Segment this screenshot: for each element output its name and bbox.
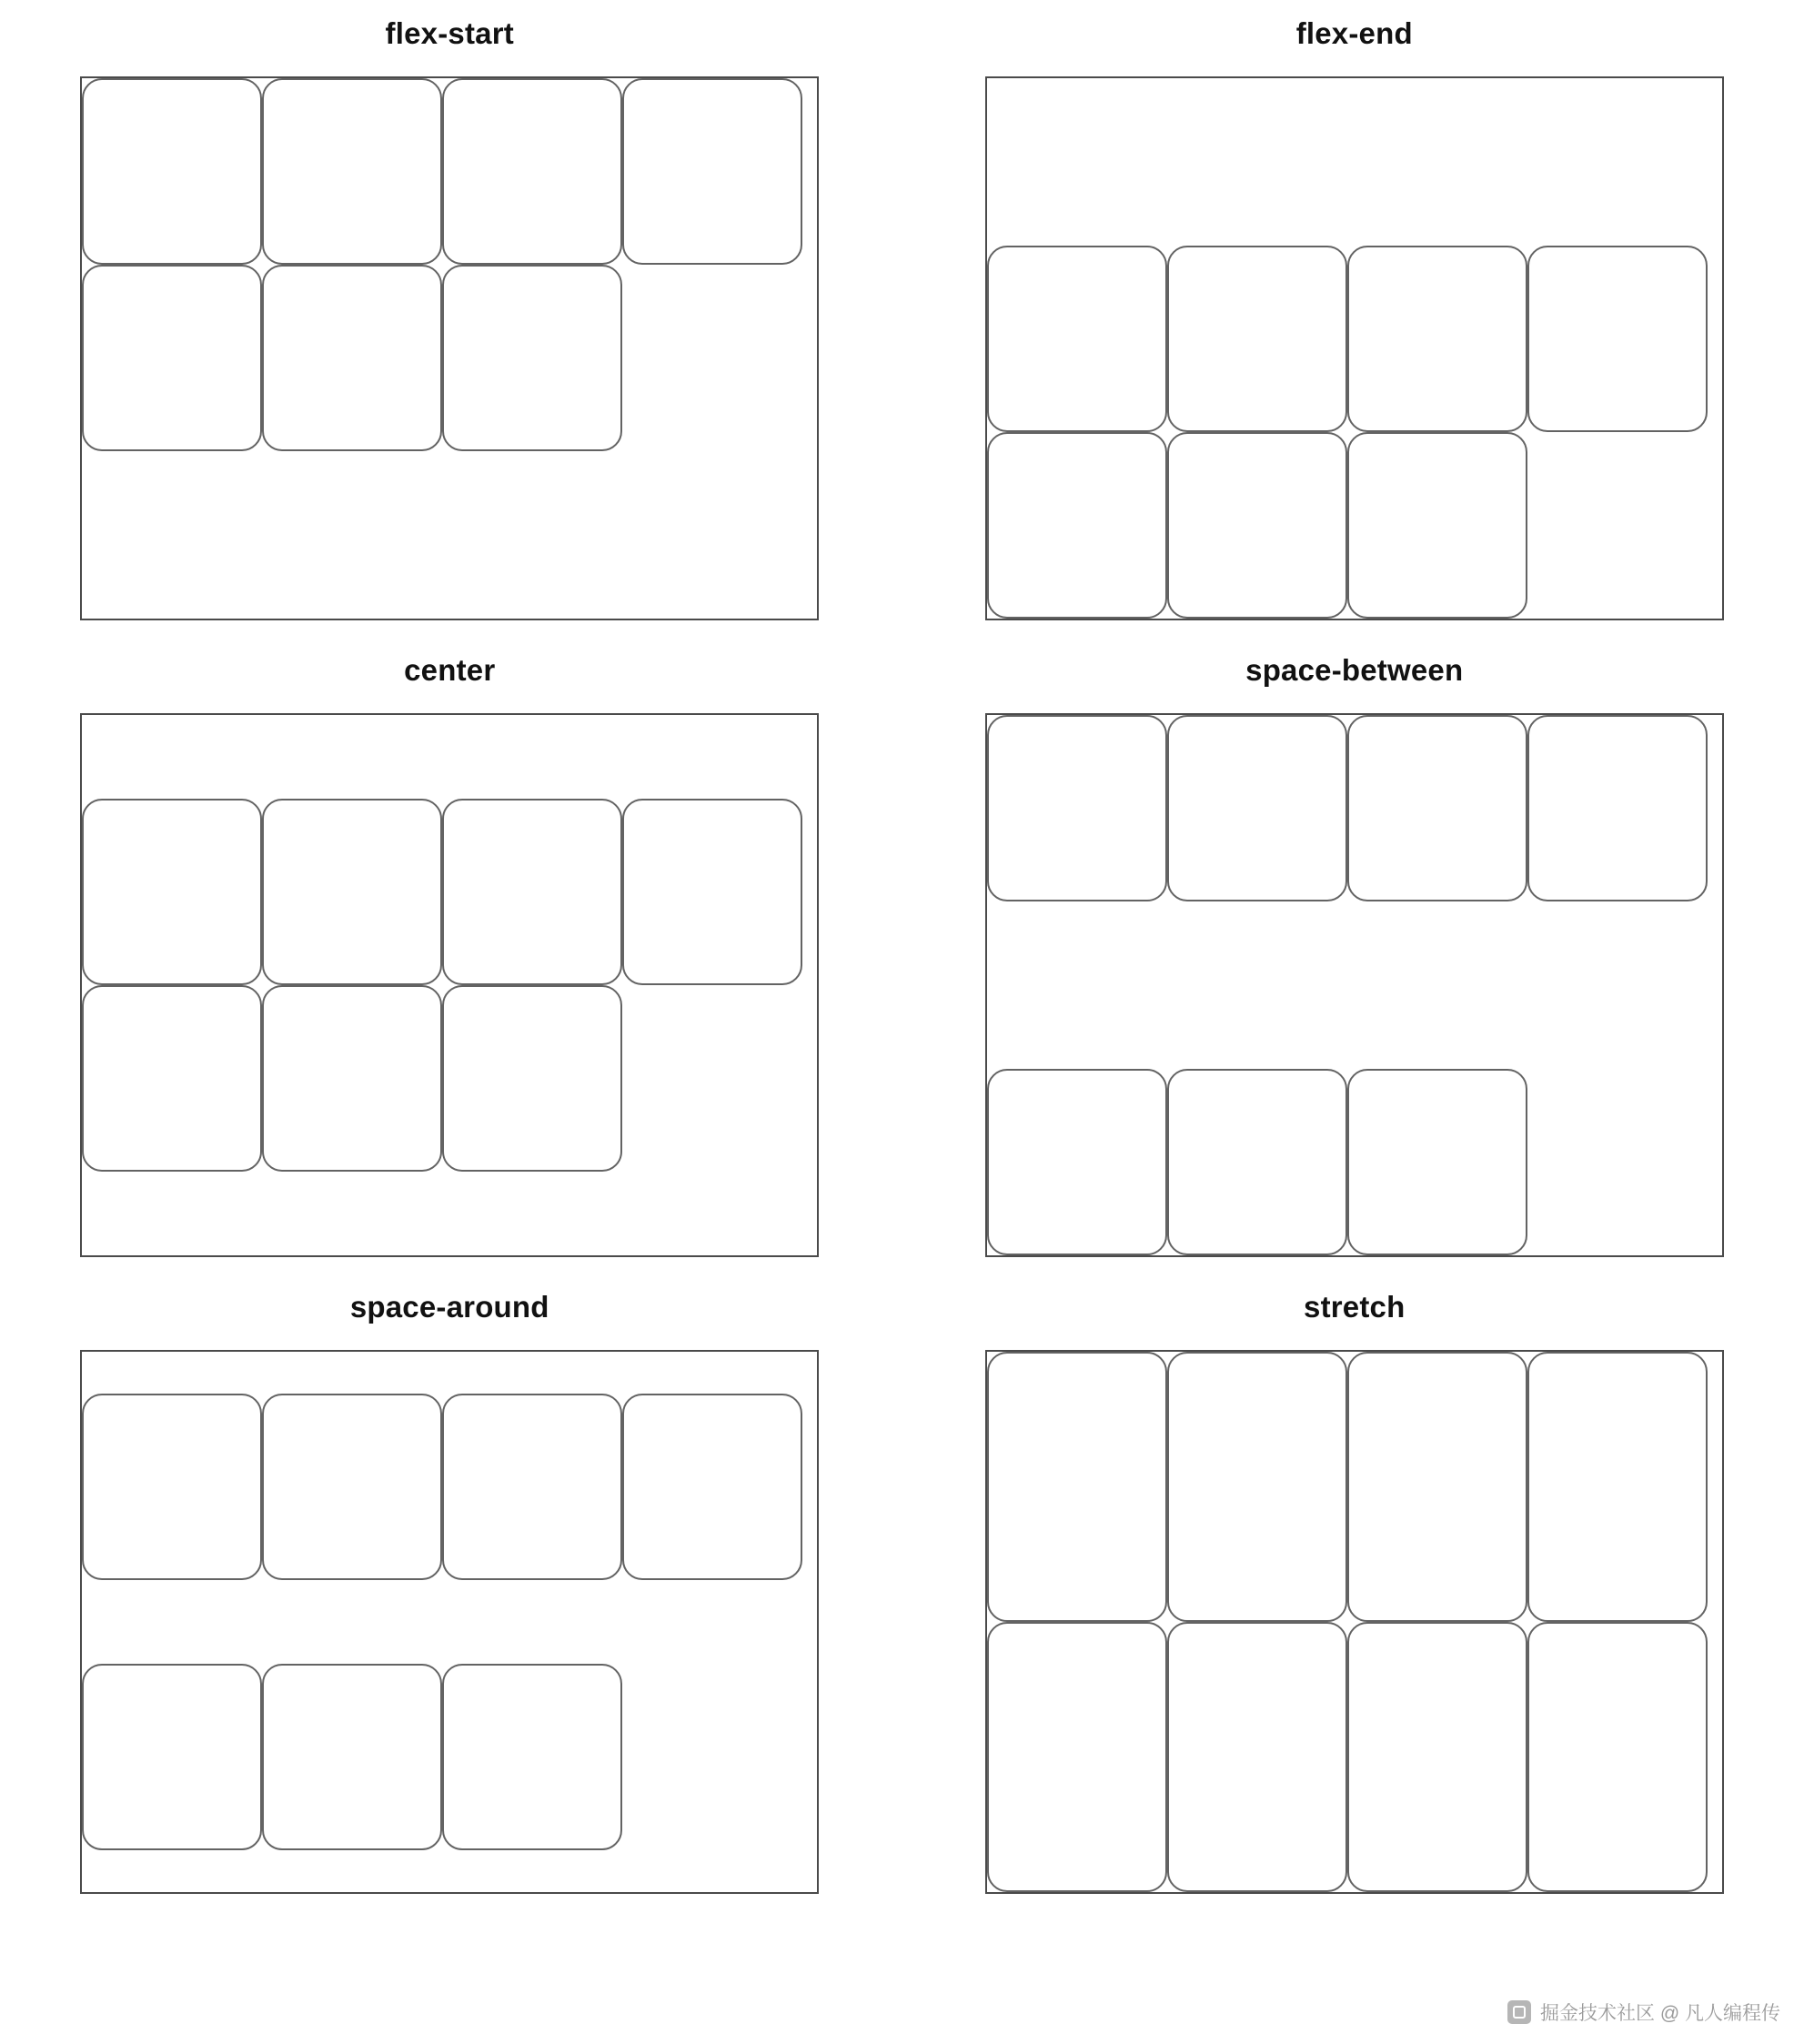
flex-container-flex-end <box>985 76 1724 620</box>
flex-item <box>442 985 622 1172</box>
flex-item <box>1527 1622 1708 1892</box>
flex-item <box>622 1394 802 1580</box>
flex-item <box>82 1394 262 1580</box>
flex-item <box>262 1664 442 1850</box>
flex-item <box>442 1394 622 1580</box>
flex-item <box>987 432 1167 619</box>
flex-item <box>1527 715 1708 901</box>
watermark-text: 掘金技术社区 @ 凡人编程传 <box>1540 2003 1780 2024</box>
panel-caption: space-between <box>1245 653 1464 687</box>
flex-item <box>1167 1622 1347 1892</box>
flex-item <box>442 1664 622 1850</box>
flex-item <box>1347 1069 1527 1255</box>
panel-flex-start <box>11 16 889 620</box>
flex-item <box>262 985 442 1172</box>
flex-item <box>1347 246 1527 432</box>
flex-item <box>987 1352 1167 1622</box>
panel-caption: flex-end <box>1295 16 1413 50</box>
panel-space-around <box>11 1290 889 1894</box>
panel-caption: flex-start <box>385 16 514 50</box>
flex-item <box>1347 432 1527 619</box>
panel-flex-end <box>916 16 1794 620</box>
flex-item <box>442 799 622 985</box>
flex-item <box>1167 246 1347 432</box>
flex-item <box>1527 246 1708 432</box>
panel-stretch <box>916 1290 1794 1894</box>
flex-item <box>262 78 442 265</box>
flex-item <box>1347 1352 1527 1622</box>
flex-item <box>1167 432 1347 619</box>
flex-container-space-around <box>80 1350 819 1894</box>
panel-center <box>11 653 889 1257</box>
flex-item <box>1167 1069 1347 1255</box>
flex-container-stretch <box>985 1350 1724 1894</box>
watermark <box>1507 1999 1780 2026</box>
flex-item <box>262 265 442 451</box>
flex-item <box>82 265 262 451</box>
flex-item <box>82 799 262 985</box>
flex-item <box>987 1069 1167 1255</box>
flex-item <box>442 265 622 451</box>
flex-item <box>987 715 1167 901</box>
flex-item <box>622 799 802 985</box>
flex-container-flex-start <box>80 76 819 620</box>
panel-space-between <box>916 653 1794 1257</box>
flex-item <box>82 78 262 265</box>
panel-caption: stretch <box>1304 1290 1406 1324</box>
flex-item <box>262 799 442 985</box>
flex-item <box>1347 715 1527 901</box>
flex-item <box>1347 1622 1527 1892</box>
flex-item <box>262 1394 442 1580</box>
flex-item <box>987 1622 1167 1892</box>
flex-container-space-between <box>985 713 1724 1257</box>
panel-caption: center <box>404 653 496 687</box>
flex-container-center <box>80 713 819 1257</box>
flex-item <box>82 1664 262 1850</box>
flex-item <box>1527 1352 1708 1622</box>
panel-caption: space-around <box>349 1290 549 1324</box>
flex-item <box>82 985 262 1172</box>
flex-item <box>1167 1352 1347 1622</box>
flex-item <box>987 246 1167 432</box>
flex-item <box>622 78 802 265</box>
flex-item <box>1167 715 1347 901</box>
juejin-logo-icon <box>1507 2000 1531 2024</box>
flex-item <box>442 78 622 265</box>
